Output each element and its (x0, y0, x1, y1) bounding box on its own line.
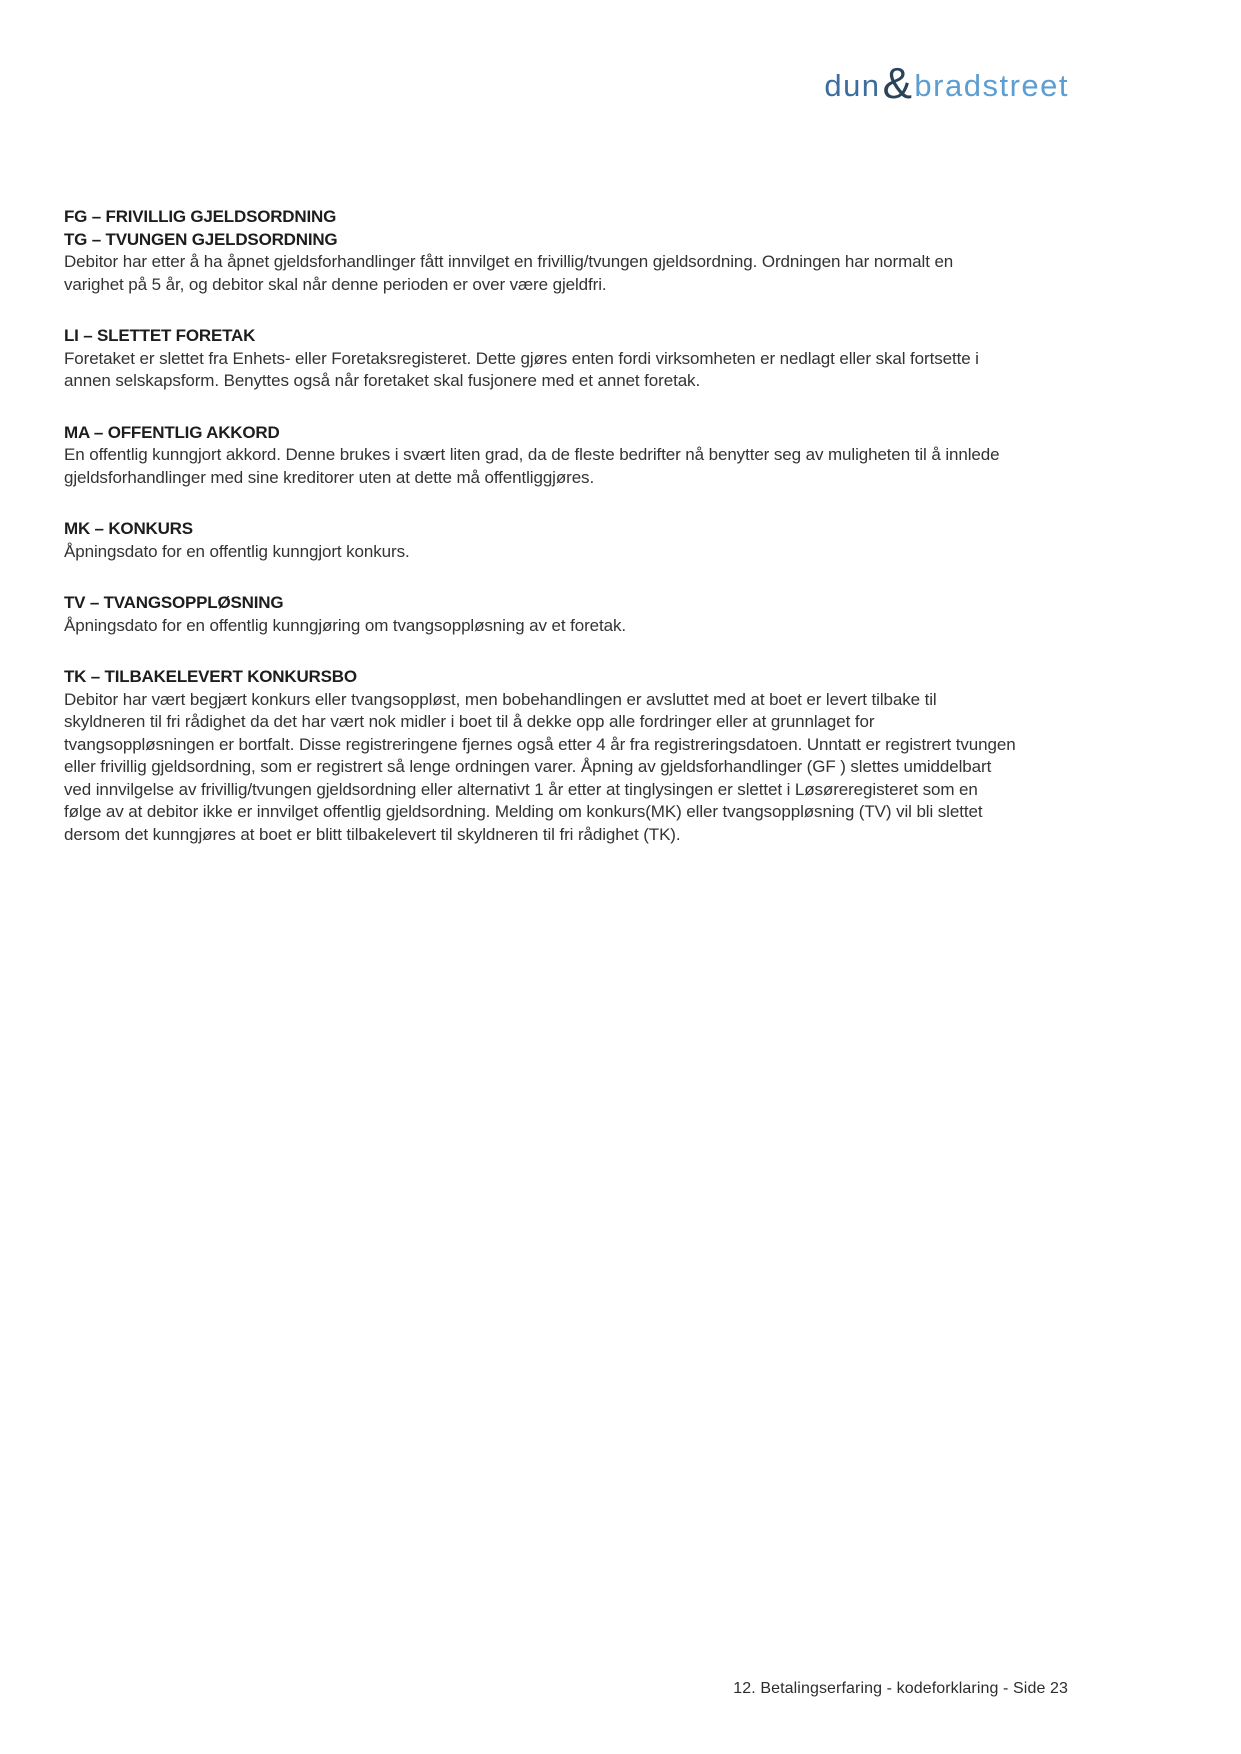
logo-dun-text: dun (824, 68, 881, 103)
document-body (64, 206, 1016, 875)
section-heading: TV – TVANGSOPPLØSNING (64, 593, 284, 612)
section-heading: TK – TILBAKELEVERT KONKURSBO (64, 667, 357, 686)
page-footer: 12. Betalingserfaring - kodeforklaring - Side 23 (733, 1680, 1068, 1697)
section-paragraph: Debitor har vært begjært konkurs eller tvangsoppløst, men bobehandlingen er avsluttet med at boet er levert tilbake til skyldneren til fri rådighet da det har vært nok midler i boet til å dekke opp alle fordringer eller at grunnlaget for tvangsoppløsningen er bortfalt. Disse registreringene fjernes også etter 4 år fra registreringsdatoen. Unntatt er registrert tvungen eller frivillig gjeldsordning, som er registrert så lenge ordningen varer. Åpning av gjeldsforhandlinger (GF ) slettes umiddelbart ved innvilgelse av frivillig/tvungen gjeldsordning eller alternativt 1 år etter at tinglysingen er slettet i Løsøreregisteret som en følge av at debitor ikke er innvilget offentlig gjeldsordning. Melding om konkurs(MK) eller tvangsoppløsning (TV) vil bli slettet dersom det kunngjøres at boet er blitt tilbakelevert til skyldneren til fri rådighet (TK). (64, 689, 1016, 844)
section-paragraph: Debitor har etter å ha åpnet gjeldsforhandlinger fått innvilget en frivillig/tvungen gjeldsordning. Ordningen har normalt en varighet på 5 år, og debitor skal når denne perioden er over være gjeldfri. (64, 252, 954, 294)
section-fg-tg-gjeldsordning (64, 206, 1016, 296)
section-paragraph: Åpningsdato for en offentlig kunngjort konkurs. (64, 541, 410, 561)
section-heading: MA – OFFENTLIG AKKORD (64, 422, 280, 442)
section-tv-tvangsopplosning (64, 592, 1016, 637)
dun-bradstreet-logo: dun & bradstreet (824, 59, 1069, 108)
section-paragraph: En offentlig kunngjort akkord. Denne brukes i svært liten grad, da de fleste bedrifter nå benytter seg av muligheten til å innlede gjeldsforhandlinger med sine kreditorer uten at dette må offentliggjøres. (64, 445, 1000, 487)
section-paragraph: Åpningsdato for en offentlig kunngjøring om tvangsoppløsning av et foretak. (64, 615, 627, 635)
section-heading: MK – KONKURS (64, 519, 193, 538)
section-ma-offentlig-akkord (64, 422, 1016, 490)
section-heading: TG – TVUNGEN GJELDSORDNING (64, 229, 338, 249)
section-heading: FG – FRIVILLIG GJELDSORDNING (64, 207, 337, 226)
section-paragraph: Foretaket er slettet fra Enhets- eller Foretaksregisteret. Dette gjøres enten fordi virksomheten er nedlagt eller skal fortsette i annen selskapsform. Benyttes også når foretaket skal fusjonere med et annet foretak. (64, 348, 979, 390)
section-mk-konkurs (64, 518, 1016, 563)
section-tk-tilbakelevert-konkursbo (64, 666, 1016, 846)
logo-bradstreet-text: bradstreet (914, 68, 1069, 103)
section-li-slettet-foretak (64, 325, 1016, 393)
section-heading: LI – SLETTET FORETAK (64, 326, 256, 345)
